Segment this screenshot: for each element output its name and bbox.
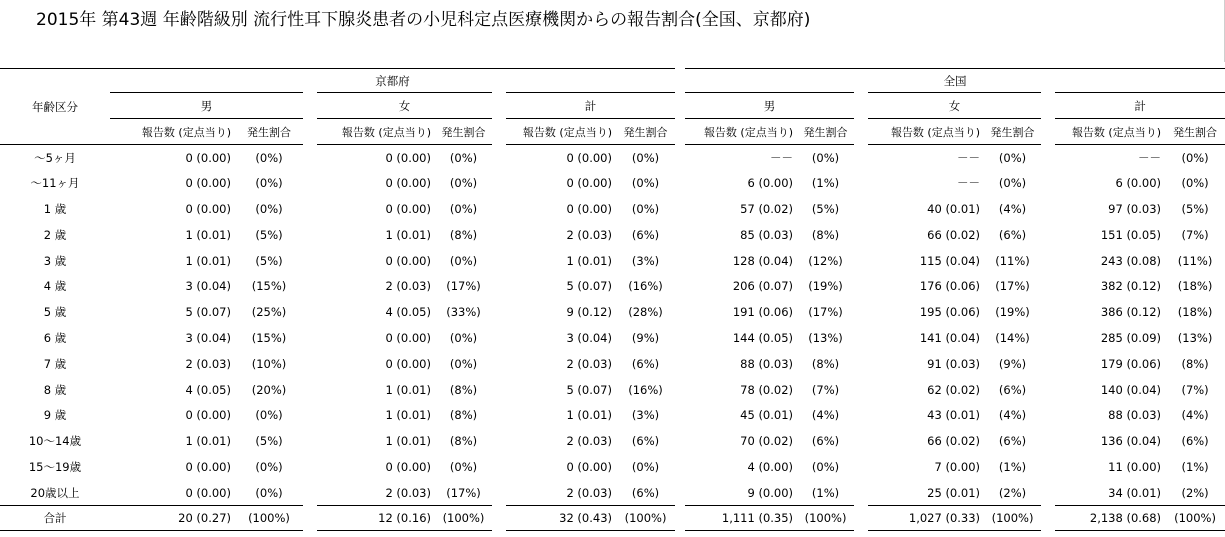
national-pct-cell: (0%) [1181,150,1209,165]
kyoto-pct-cell: (16%) [628,279,663,294]
national-report-cell: 25 (0.01) [861,480,984,506]
national-pct-cell: (14%) [995,330,1030,345]
kyoto-report-cell: 1 (0.01) [310,428,435,454]
kyoto-report-cell: 1 (0.01) [185,227,231,242]
kyoto-report-cell: 0 (0.00) [499,170,616,196]
kyoto-pct-cell: (0%) [631,176,660,191]
national-pct-cell: (19%) [808,279,843,294]
national-pct-cell: (100%) [1165,506,1225,531]
kyoto-pct-cell: (0%) [449,459,478,474]
kyoto-report-cell: 0 (0.00) [310,325,435,351]
metric-header-pct: 発生割合 [235,119,310,145]
kyoto-pct-cell: (9%) [631,330,660,345]
kyoto-report-cell: 2 (0.03) [499,222,616,248]
age-label: 6 歳 [43,330,67,345]
kyoto-pct-cell: (3%) [631,408,660,423]
metric-header-report: 報告数 (定点当り) [110,119,235,145]
national-pct-cell: (6%) [998,382,1027,397]
metric-header-report: 報告数 (定点当り) [310,119,435,145]
metric-header-report: 報告数 (定点当り) [861,119,984,145]
kyoto-report-cell: 1 (0.01) [499,248,616,274]
kyoto-report-cell: 0 (0.00) [310,454,435,480]
sex-header-national-male: 男 [680,93,861,119]
age-label: 4 歳 [43,279,67,294]
national-pct-cell: (18%) [1177,279,1213,294]
kyoto-report-cell: 1 (0.01) [310,377,435,403]
kyoto-report-cell: 2 (0.03) [499,351,616,377]
kyoto-pct-cell: (15%) [251,279,287,294]
table-row [0,480,1225,506]
kyoto-report-cell: 5 (0.07) [499,377,616,403]
national-pct-cell: (0%) [1181,176,1209,191]
national-pct-cell: (13%) [1177,330,1213,345]
national-pct-cell: (0%) [811,150,840,165]
kyoto-report-cell: 0 (0.00) [185,201,231,216]
national-pct-cell: (4%) [811,408,840,423]
national-pct-cell: (6%) [998,227,1027,242]
kyoto-report-cell: 2 (0.03) [185,356,231,371]
kyoto-pct-cell: (0%) [255,150,283,165]
metric-header-pct: 発生割合 [616,119,680,145]
kyoto-pct-cell: (0%) [449,253,478,268]
metric-header-report: 報告数 (定点当り) [1048,119,1165,145]
national-pct-cell: (9%) [998,356,1027,371]
report-table [0,68,1225,531]
kyoto-pct-cell: (0%) [255,485,283,500]
age-label: 8 歳 [43,382,67,397]
national-report-cell: 176 (0.06) [861,273,984,299]
national-pct-cell: (6%) [1181,434,1209,449]
metric-header-row [0,119,1225,145]
kyoto-pct-cell: (0%) [255,408,283,423]
page-title: 2015年 第43週 年齢階級別 流行性耳下腺炎患者の小児科定点医療機関からの報告割合(全国、京都府) [36,10,811,30]
national-pct-cell: (1%) [998,459,1027,474]
kyoto-report-cell: 3 (0.04) [185,330,231,345]
national-pct-cell: (2%) [998,485,1027,500]
national-report-cell: 85 (0.03) [680,222,797,248]
kyoto-pct-cell: (5%) [255,434,283,449]
sex-header-row [0,93,1225,119]
national-report-cell: －－ [1048,145,1165,171]
national-pct-cell: (18%) [1177,305,1213,320]
national-report-cell: 43 (0.01) [861,402,984,428]
kyoto-pct-cell: (10%) [251,356,287,371]
kyoto-pct-cell: (3%) [631,253,660,268]
kyoto-pct-cell: (28%) [628,305,663,320]
kyoto-pct-cell: (8%) [449,227,478,242]
national-pct-cell: (4%) [1181,408,1209,423]
kyoto-report-cell: 0 (0.00) [310,196,435,222]
age-label: 9 歳 [43,408,67,423]
kyoto-report-cell: 0 (0.00) [185,408,231,423]
kyoto-pct-cell: (100%) [616,506,680,531]
age-label: 〜11ヶ月 [30,176,80,191]
kyoto-pct-cell: (6%) [631,227,660,242]
national-pct-cell: (7%) [1181,227,1209,242]
national-report-cell: 136 (0.04) [1048,428,1165,454]
kyoto-pct-cell: (0%) [631,150,660,165]
kyoto-report-cell: 0 (0.00) [310,248,435,274]
kyoto-report-cell: 3 (0.04) [185,279,231,294]
national-pct-cell: (11%) [1177,253,1213,268]
national-report-cell: 128 (0.04) [680,248,797,274]
kyoto-report-cell: 0 (0.00) [499,454,616,480]
national-pct-cell: (13%) [808,330,843,345]
kyoto-report-cell: 2 (0.03) [499,480,616,506]
kyoto-pct-cell: (0%) [449,330,478,345]
national-report-cell: 88 (0.03) [680,351,797,377]
sex-header-kyoto-male: 男 [110,93,310,119]
metric-header-report: 報告数 (定点当り) [499,119,616,145]
table-row [0,248,1225,274]
metric-header-pct: 発生割合 [984,119,1048,145]
national-pct-cell: (11%) [995,253,1030,268]
sex-header-national-female: 女 [861,93,1048,119]
kyoto-report-cell: 0 (0.00) [185,485,231,500]
kyoto-report-cell: 1 (0.01) [310,402,435,428]
national-report-cell: 151 (0.05) [1048,222,1165,248]
kyoto-report-cell: 4 (0.05) [310,299,435,325]
national-report-cell: 179 (0.06) [1048,351,1165,377]
table-row [0,325,1225,351]
kyoto-pct-cell: (8%) [449,382,478,397]
national-report-cell: 62 (0.02) [861,377,984,403]
national-report-cell: 6 (0.00) [680,170,797,196]
kyoto-pct-cell: (15%) [251,330,287,345]
national-report-cell: 45 (0.01) [680,402,797,428]
kyoto-report-cell: 4 (0.05) [185,382,231,397]
age-label: 10〜14歳 [28,434,82,449]
national-report-cell: 4 (0.00) [680,454,797,480]
kyoto-pct-cell: (20%) [251,382,287,397]
kyoto-report-cell: 0 (0.00) [185,459,231,474]
national-report-cell: 34 (0.01) [1048,480,1165,506]
national-pct-cell: (8%) [811,227,840,242]
kyoto-report-cell: 2 (0.03) [310,480,435,506]
national-pct-cell: (17%) [995,279,1030,294]
national-pct-cell: (0%) [811,459,840,474]
national-pct-cell: (100%) [984,506,1048,531]
age-label: 1 歳 [43,201,67,216]
table-row [0,454,1225,480]
kyoto-pct-cell: (5%) [255,253,283,268]
national-pct-cell: (8%) [1181,356,1209,371]
national-report-cell: 9 (0.00) [680,480,797,506]
national-report-cell: 140 (0.04) [1048,377,1165,403]
kyoto-report-cell: 1 (0.01) [185,253,231,268]
kyoto-pct-cell: (8%) [449,434,478,449]
national-report-cell: 382 (0.12) [1048,273,1165,299]
kyoto-pct-cell: (0%) [631,201,660,216]
national-report-cell: 7 (0.00) [861,454,984,480]
kyoto-pct-cell: (17%) [446,279,481,294]
kyoto-pct-cell: (100%) [235,506,310,531]
table-row [0,170,1225,196]
kyoto-report-cell: 0 (0.00) [310,170,435,196]
national-report-cell: 97 (0.03) [1048,196,1165,222]
national-pct-cell: (4%) [998,408,1027,423]
national-report-cell: 386 (0.12) [1048,299,1165,325]
national-pct-cell: (1%) [1181,459,1209,474]
national-report-cell: 91 (0.03) [861,351,984,377]
kyoto-pct-cell: (6%) [631,485,660,500]
region-header-national: 全国 [680,69,1225,93]
national-report-cell: 1,027 (0.33) [861,506,984,531]
kyoto-pct-cell: (6%) [631,356,660,371]
table-row [0,222,1225,248]
age-label: 合計 [0,506,110,531]
kyoto-pct-cell: (0%) [449,201,478,216]
national-report-cell: 191 (0.06) [680,299,797,325]
national-pct-cell: (6%) [998,434,1027,449]
kyoto-report-cell: 0 (0.00) [310,351,435,377]
sex-header-kyoto-total: 計 [499,93,680,119]
table-row [0,196,1225,222]
kyoto-report-cell: 1 (0.01) [185,434,231,449]
national-report-cell: 195 (0.06) [861,299,984,325]
kyoto-report-cell: 32 (0.43) [499,506,616,531]
kyoto-pct-cell: (100%) [435,506,499,531]
national-pct-cell: (1%) [811,176,840,191]
kyoto-pct-cell: (0%) [255,176,283,191]
metric-header-report: 報告数 (定点当り) [680,119,797,145]
national-report-cell: 57 (0.02) [680,196,797,222]
table-body [0,145,1225,531]
kyoto-pct-cell: (0%) [255,201,283,216]
national-report-cell: 11 (0.00) [1048,454,1165,480]
age-label: 7 歳 [43,356,67,371]
kyoto-report-cell: 3 (0.04) [499,325,616,351]
sex-header-national-total: 計 [1048,93,1225,119]
national-pct-cell: (100%) [797,506,861,531]
national-pct-cell: (5%) [1181,201,1209,216]
national-pct-cell: (4%) [998,201,1027,216]
region-header-row [0,69,1225,93]
national-report-cell: －－ [861,170,984,196]
kyoto-pct-cell: (5%) [255,227,283,242]
table-row [0,402,1225,428]
national-pct-cell: (1%) [811,485,840,500]
national-report-cell: 141 (0.04) [861,325,984,351]
kyoto-report-cell: 0 (0.00) [310,145,435,171]
age-label: 3 歳 [43,253,67,268]
kyoto-pct-cell: (0%) [255,459,283,474]
kyoto-report-cell: 5 (0.07) [499,273,616,299]
kyoto-pct-cell: (25%) [251,305,287,320]
table-row [0,428,1225,454]
kyoto-report-cell: 0 (0.00) [185,176,231,191]
national-report-cell: 78 (0.02) [680,377,797,403]
metric-header-pct: 発生割合 [797,119,861,145]
table-row [0,377,1225,403]
national-pct-cell: (0%) [998,176,1027,191]
age-column-header: 年齢区分 [0,69,110,145]
sex-header-kyoto-female: 女 [310,93,499,119]
age-label: 5 歳 [43,305,67,320]
national-pct-cell: (19%) [995,305,1030,320]
national-report-cell: 285 (0.09) [1048,325,1165,351]
national-report-cell: 66 (0.02) [861,428,984,454]
national-pct-cell: (17%) [808,305,843,320]
kyoto-pct-cell: (8%) [449,408,478,423]
table-row [0,351,1225,377]
national-pct-cell: (12%) [808,253,843,268]
national-report-cell: 2,138 (0.68) [1048,506,1165,531]
national-pct-cell: (7%) [811,382,840,397]
kyoto-report-cell: 5 (0.07) [185,305,231,320]
kyoto-pct-cell: (17%) [446,485,481,500]
age-label: 20歳以上 [30,485,80,500]
kyoto-report-cell: 0 (0.00) [499,196,616,222]
kyoto-report-cell: 12 (0.16) [310,506,435,531]
national-pct-cell: (6%) [811,434,840,449]
age-label: 2 歳 [43,227,67,242]
national-report-cell: 40 (0.01) [861,196,984,222]
kyoto-pct-cell: (0%) [631,459,660,474]
kyoto-pct-cell: (6%) [631,434,660,449]
national-pct-cell: (0%) [998,150,1027,165]
national-report-cell: －－ [680,145,797,171]
region-header-kyoto: 京都府 [110,69,680,93]
kyoto-pct-cell: (33%) [446,305,481,320]
national-report-cell: 6 (0.00) [1048,170,1165,196]
metric-header-pct: 発生割合 [435,119,499,145]
national-pct-cell: (7%) [1181,382,1209,397]
kyoto-report-cell: 9 (0.12) [499,299,616,325]
age-label: 〜5ヶ月 [34,150,76,165]
national-report-cell: 243 (0.08) [1048,248,1165,274]
national-pct-cell: (2%) [1181,485,1209,500]
national-report-cell: 70 (0.02) [680,428,797,454]
table-row [0,299,1225,325]
kyoto-pct-cell: (0%) [449,150,478,165]
kyoto-report-cell: 20 (0.27) [110,506,235,531]
national-report-cell: 144 (0.05) [680,325,797,351]
table-row [0,145,1225,171]
table-row [0,273,1225,299]
kyoto-report-cell: 0 (0.00) [185,150,231,165]
kyoto-pct-cell: (16%) [628,382,663,397]
national-pct-cell: (5%) [811,201,840,216]
national-report-cell: 206 (0.07) [680,273,797,299]
metric-header-pct: 発生割合 [1165,119,1225,145]
age-label: 15〜19歳 [28,459,82,474]
national-report-cell: 115 (0.04) [861,248,984,274]
total-row [0,506,1225,531]
kyoto-pct-cell: (0%) [449,356,478,371]
kyoto-report-cell: 1 (0.01) [310,222,435,248]
kyoto-report-cell: 0 (0.00) [499,145,616,171]
kyoto-pct-cell: (0%) [449,176,478,191]
national-report-cell: 66 (0.02) [861,222,984,248]
national-report-cell: －－ [861,145,984,171]
national-report-cell: 88 (0.03) [1048,402,1165,428]
national-report-cell: 1,111 (0.35) [680,506,797,531]
kyoto-report-cell: 2 (0.03) [310,273,435,299]
kyoto-report-cell: 2 (0.03) [499,428,616,454]
national-pct-cell: (8%) [811,356,840,371]
kyoto-report-cell: 1 (0.01) [499,402,616,428]
